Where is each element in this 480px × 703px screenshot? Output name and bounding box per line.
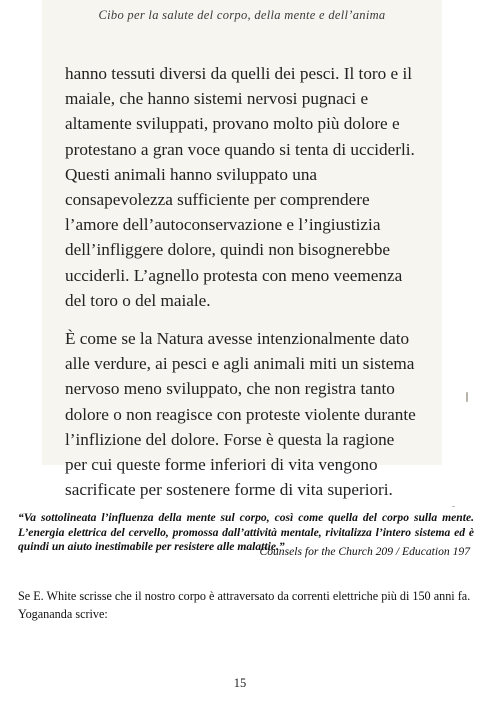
book-excerpt [65, 61, 417, 515]
quote-source: Counsels for the Church 209 / Education 197 [259, 545, 470, 558]
body-paragraph: Se E. White scrisse che il nostro corpo è attraversato da correnti elettriche più di 150 anni fa. Yogananda scrive: [18, 589, 471, 621]
running-head: Cibo per la salute del corpo, della mente e dell’anima [98, 8, 386, 22]
scan-speck [466, 392, 468, 402]
quote-text: “Va sottolineata l’influenza della mente sul corpo, così come quella del corpo sulla mente. L’energia elettrica del cervello, promossa dall’attività mentale, rivitalizza l’intero sistema ed è quindi un aiuto inestimabile per resistere alle malattie.” [18, 511, 474, 554]
page-number: 15 [233, 676, 247, 690]
book-paragraph: È come se la Natura avesse intenzionalmente dato alle verdure, ai pesci e agli animali miti un sistema nervoso meno sviluppato, che non registra tanto dolore o non reagisce con proteste violente durante l’inflizione del dolore. Forse è questa la ragione per cui queste forme inferiori di vita vengono sacrificate per sostenere forme di vita superiori. [65, 329, 416, 500]
book-paragraph: hanno tessuti diversi da quelli dei pesci. Il toro e il maiale, che hanno sistemi nervosi pugnaci e altamente sviluppati, provano molto più dolore e protestano a gran voce quando si tenta di ucciderli. Questi animali hanno sviluppato una consapevolezza sufficiente per comprendere l’amore dell’autoconservazione e l’ingiustizia dell’infliggere dolore, quindi non bisognerebbe ucciderli. L’agnello protesta con meno veemenza del toro o del maiale. [65, 64, 415, 310]
scan-speck [452, 506, 455, 507]
